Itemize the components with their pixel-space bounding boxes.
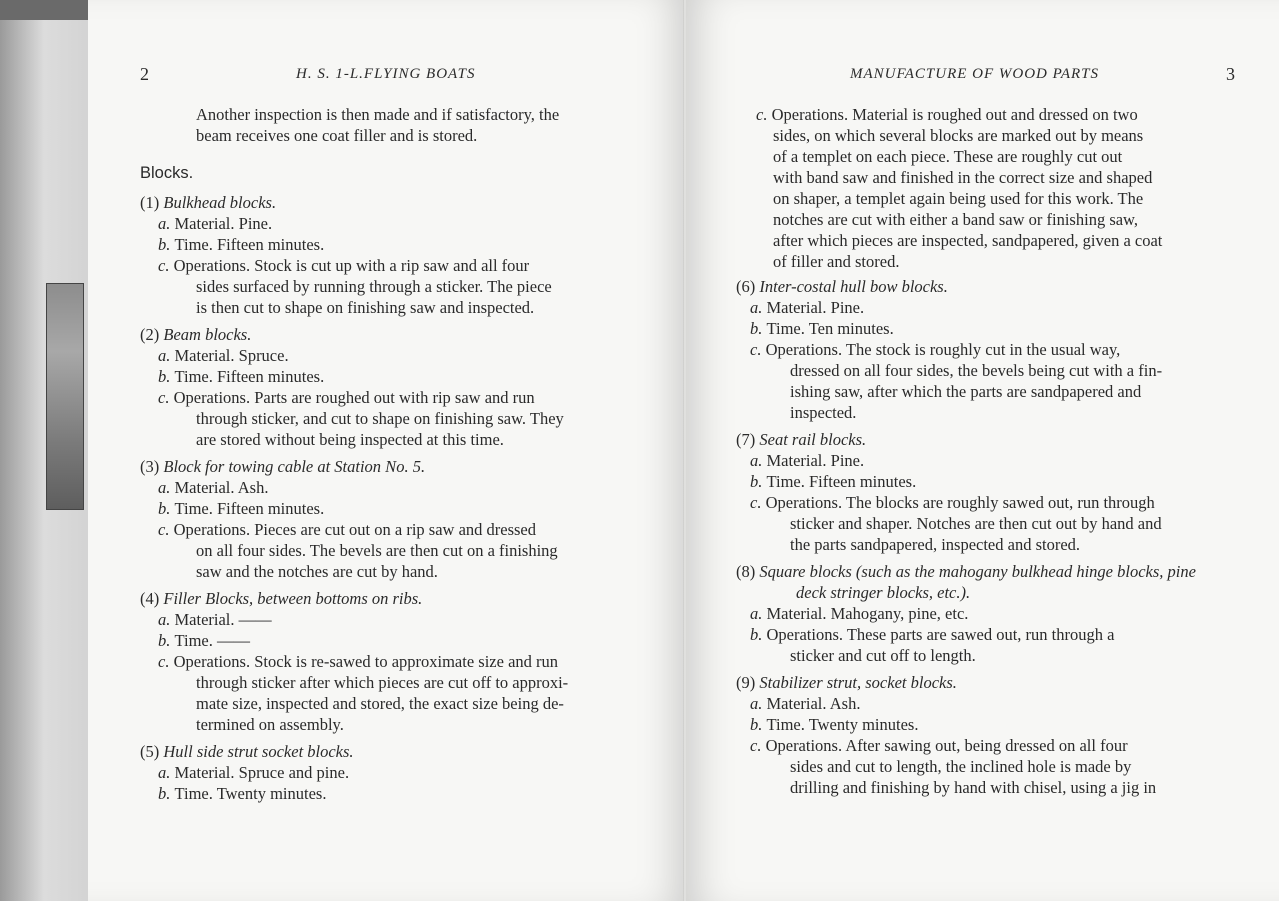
left-page (88, 0, 686, 901)
line-text: Time. Twenty minutes. (766, 715, 919, 734)
line-text: drilling and finishing by hand with chisel, using a jig in (790, 778, 1157, 797)
right-item-list (736, 276, 1266, 804)
item-block (140, 588, 680, 735)
item-number: (2) (140, 325, 164, 344)
text-line (140, 408, 680, 429)
text-line (140, 561, 680, 582)
page-number: 2 (140, 64, 149, 84)
line-text: termined on assembly. (196, 715, 344, 734)
line-text: Time. —— (174, 631, 250, 650)
line-text: Material. Ash. (174, 478, 269, 497)
line-text: through sticker, and cut to shape on finishing saw. They (196, 409, 564, 428)
running-head: MANUFACTURE OF WOOD PARTS (850, 66, 1100, 82)
text-line (140, 519, 680, 540)
line-text: Operations. After sawing out, being dressed on all four (765, 736, 1128, 755)
item-letter: a. (158, 214, 175, 233)
text-line (140, 540, 680, 561)
item-letter: a. (158, 346, 175, 365)
left-item-list (140, 192, 680, 810)
item-number: (6) (736, 277, 760, 296)
line-text: are stored without being inspected at this time. (196, 430, 504, 449)
line-text: sticker and cut off to length. (790, 646, 976, 665)
text-line (736, 381, 1266, 402)
item-title (736, 276, 1266, 297)
line-text: Material. —— (174, 610, 272, 629)
item-letter: b. (750, 472, 767, 491)
line-text: Material. Ash. (766, 694, 861, 713)
item-block (140, 324, 680, 450)
line-text: Material. Spruce and pine. (174, 763, 350, 782)
item-letter: b. (158, 367, 175, 386)
text-line (140, 693, 680, 714)
item-number: (9) (736, 673, 760, 692)
right-page (686, 0, 1279, 901)
text-line (756, 125, 1256, 146)
item-letter: b. (750, 319, 767, 338)
line-text: ishing saw, after which the parts are sandpapered and (790, 382, 1142, 401)
line-text: inspected. (790, 403, 857, 422)
line-text: Material. Pine. (766, 451, 865, 470)
line-text: of a templet on each piece. These are roughly cut out (773, 147, 1123, 166)
line-text: Operations. Stock is cut up with a rip saw and all four (173, 256, 530, 275)
text-line (140, 783, 680, 804)
page-number: 3 (1226, 64, 1235, 84)
item-number: (5) (140, 742, 164, 761)
item-block (140, 741, 680, 804)
text-line (736, 645, 1266, 666)
item-letter: c. (750, 340, 766, 359)
line-text: Operations. Stock is re-sawed to approximate size and run (173, 652, 559, 671)
text-line (736, 714, 1266, 735)
line-text: Time. Twenty minutes. (174, 784, 327, 803)
line-text: Operations. The stock is roughly cut in the usual way, (765, 340, 1121, 359)
line-text: sides and cut to length, the inclined hole is made by (790, 757, 1132, 776)
item-title-text: Beam blocks. (163, 325, 252, 344)
text-line (736, 297, 1266, 318)
line-text: sticker and shaper. Notches are then cut out by hand and (790, 514, 1162, 533)
text-line (140, 498, 680, 519)
section-heading-block (140, 163, 193, 184)
text-line (756, 146, 1256, 167)
item-letter: b. (158, 235, 175, 254)
item-block (736, 561, 1266, 666)
text-line: beam receives one coat filler and is stored. (196, 126, 478, 145)
line-text: Time. Fifteen minutes. (174, 367, 325, 386)
item-letter: a. (750, 298, 767, 317)
item-letter: c. (158, 520, 174, 539)
text-line (140, 213, 680, 234)
line-text: Operations. The blocks are roughly sawed out, run through (765, 493, 1155, 512)
item-title (140, 456, 680, 477)
text-line (140, 234, 680, 255)
item-letter: c. (750, 736, 766, 755)
text-line (736, 360, 1266, 381)
text-line (140, 276, 680, 297)
text-line (140, 345, 680, 366)
text-line (756, 251, 1256, 272)
item-title-text: Inter-costal hull bow blocks. (759, 277, 948, 296)
item-letter: a. (158, 763, 175, 782)
item-block (140, 192, 680, 318)
text-line (140, 609, 680, 630)
intro-paragraph (196, 104, 559, 146)
item-letter: a. (750, 451, 767, 470)
text-line (140, 297, 680, 318)
item-letter: c. (158, 388, 174, 407)
text-line (736, 450, 1266, 471)
section-heading: Blocks. (140, 164, 194, 182)
text-line (756, 230, 1256, 251)
line-text: saw and the notches are cut by hand. (196, 562, 438, 581)
text-line (736, 777, 1266, 798)
item-block (736, 429, 1266, 555)
item-letter: a. (158, 478, 175, 497)
item-letter: b. (158, 784, 175, 803)
line-text: Time. Fifteen minutes. (174, 235, 325, 254)
item-letter: c. (158, 256, 174, 275)
text-line (756, 209, 1256, 230)
line-text: dressed on all four sides, the bevels being cut with a fin- (790, 361, 1163, 380)
running-head: H. S. 1-L.FLYING BOATS (296, 66, 476, 82)
line-text: Operations. Pieces are cut out on a rip saw and dressed (173, 520, 537, 539)
item-title (736, 429, 1266, 450)
item-number: (3) (140, 457, 164, 476)
item-title (736, 561, 1266, 582)
text-line (756, 167, 1256, 188)
item-letter: b. (158, 499, 175, 518)
text-line (140, 714, 680, 735)
item-letter: a. (750, 604, 767, 623)
item-title (140, 741, 680, 762)
text-line (736, 471, 1266, 492)
item-letter: b. (750, 625, 767, 644)
text-line (736, 513, 1266, 534)
line-text: notches are cut with either a band saw or finishing saw, (773, 210, 1139, 229)
item-title (736, 672, 1266, 693)
text-line (736, 492, 1266, 513)
text-line (140, 387, 680, 408)
text-line (140, 429, 680, 450)
item-title-text: Filler Blocks, between bottoms on ribs. (163, 589, 423, 608)
item-number: (7) (736, 430, 760, 449)
text-line (756, 188, 1256, 209)
item-number: (4) (140, 589, 164, 608)
item-title-text: Seat rail blocks. (759, 430, 867, 449)
text-line (140, 630, 680, 651)
item-title (140, 192, 680, 213)
line-text: Operations. These parts are sawed out, run through a (766, 625, 1115, 644)
text-line (736, 693, 1266, 714)
line-text: Time. Ten minutes. (766, 319, 894, 338)
text-line (736, 624, 1266, 645)
item-title-text: Block for towing cable at Station No. 5. (163, 457, 426, 476)
line-text: is then cut to shape on finishing saw and inspected. (196, 298, 535, 317)
text-line (736, 339, 1266, 360)
text-line (140, 672, 680, 693)
continued-paragraph (756, 104, 1256, 272)
item-letter: c. (158, 652, 174, 671)
item-letter: c. (756, 105, 772, 124)
text-line (736, 603, 1266, 624)
text-line (736, 756, 1266, 777)
item-letter: a. (158, 610, 175, 629)
text-line (736, 735, 1266, 756)
item-title-text: Stabilizer strut, socket blocks. (759, 673, 957, 692)
text-line (140, 651, 680, 672)
text-line: Another inspection is then made and if satisfactory, the (196, 105, 560, 124)
line-text: Operations. Material is roughed out and dressed on two (771, 105, 1138, 124)
item-letter: c. (750, 493, 766, 512)
line-text: Material. Mahogany, pine, etc. (766, 604, 969, 623)
item-title-text: Square blocks (such as the mahogany bulkhead hinge blocks, pine (759, 562, 1196, 581)
item-letter: b. (750, 715, 767, 734)
item-title (140, 324, 680, 345)
text-line (140, 477, 680, 498)
item-title-continued: deck stringer blocks, etc.). (796, 583, 971, 602)
text-line (736, 534, 1266, 555)
item-title-text: Bulkhead blocks. (163, 193, 277, 212)
line-text: Time. Fifteen minutes. (766, 472, 917, 491)
line-text: after which pieces are inspected, sandpapered, given a coat (773, 231, 1163, 250)
line-text: through sticker after which pieces are cut off to approxi- (196, 673, 569, 692)
line-text: Time. Fifteen minutes. (174, 499, 325, 518)
text-line (140, 366, 680, 387)
photo-plate-edge (46, 283, 84, 510)
text-line (756, 104, 1256, 125)
line-text: Material. Pine. (174, 214, 273, 233)
text-line (140, 762, 680, 783)
text-line (736, 402, 1266, 423)
line-text: sides surfaced by running through a sticker. The piece (196, 277, 552, 296)
line-text: sides, on which several blocks are marked out by means (773, 126, 1144, 145)
line-text: on all four sides. The bevels are then cut on a finishing (196, 541, 558, 560)
text-line (736, 318, 1266, 339)
item-title-text: Hull side strut socket blocks. (163, 742, 354, 761)
item-number: (1) (140, 193, 164, 212)
text-line (140, 255, 680, 276)
line-text: on shaper, a templet again being used for this work. The (773, 189, 1144, 208)
item-block (736, 672, 1266, 798)
line-text: Operations. Parts are roughed out with rip saw and run (173, 388, 535, 407)
item-block (140, 456, 680, 582)
item-letter: a. (750, 694, 767, 713)
item-block (736, 276, 1266, 423)
line-text: of filler and stored. (773, 252, 900, 271)
line-text: the parts sandpapered, inspected and stored. (790, 535, 1081, 554)
line-text: Material. Spruce. (174, 346, 289, 365)
item-number: (8) (736, 562, 760, 581)
item-letter: b. (158, 631, 175, 650)
line-text: Material. Pine. (766, 298, 865, 317)
line-text: with band saw and finished in the correct size and shaped (773, 168, 1153, 187)
item-title (140, 588, 680, 609)
line-text: mate size, inspected and stored, the exact size being de- (196, 694, 564, 713)
